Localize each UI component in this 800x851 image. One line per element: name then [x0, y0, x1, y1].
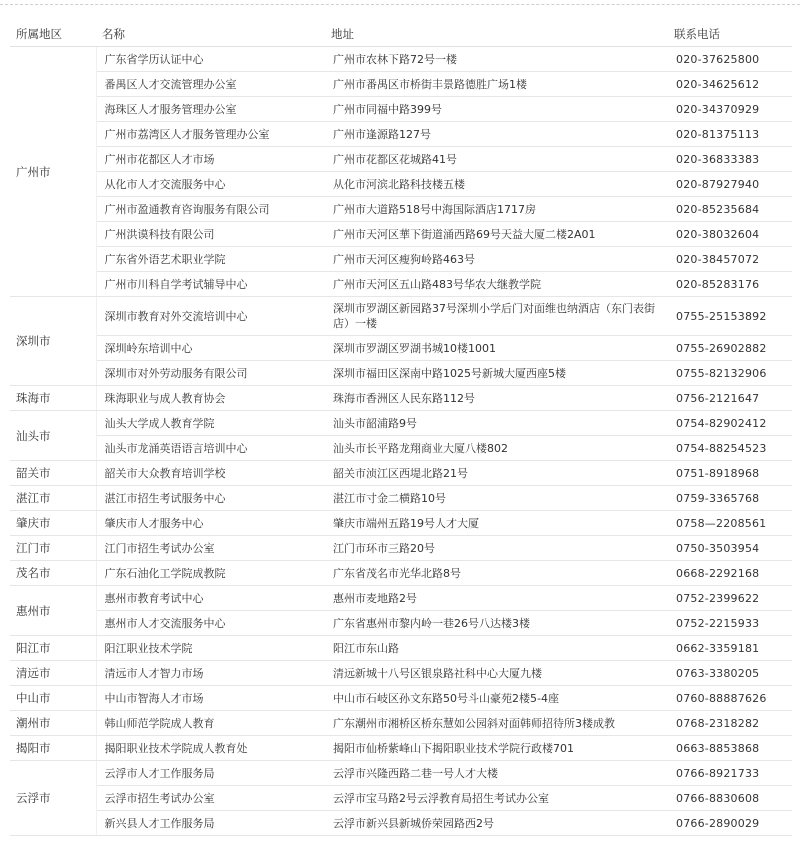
address-cell: 深圳市福田区深南中路1025号新城大厦西座5楼	[325, 361, 668, 386]
header-region: 所属地区	[10, 22, 96, 47]
institution-name-cell: 汕头市龙涌英语语言培训中心	[96, 436, 325, 461]
table-row	[10, 486, 792, 511]
table-row	[10, 611, 792, 636]
region-cell: 惠州市	[10, 586, 96, 636]
region-cell: 珠海市	[10, 386, 96, 411]
phone-cell: 0754-82902412	[668, 411, 792, 436]
phone-cell: 0751-8918968	[668, 461, 792, 486]
institution-name-cell: 韩山师范学院成人教育	[96, 711, 325, 736]
table-row	[10, 147, 792, 172]
phone-cell: 020-34370929	[668, 97, 792, 122]
table-row	[10, 786, 792, 811]
table-row	[10, 686, 792, 711]
institution-name-cell: 深圳岭东培训中心	[96, 336, 325, 361]
header-row	[10, 22, 792, 47]
institution-name-cell: 海珠区人才服务管理办公室	[96, 97, 325, 122]
table-row	[10, 561, 792, 586]
phone-cell: 0763-3380205	[668, 661, 792, 686]
phone-cell: 0766-8830608	[668, 786, 792, 811]
institution-name-cell: 湛江市招生考试服务中心	[96, 486, 325, 511]
region-cell: 清远市	[10, 661, 96, 686]
region-cell: 潮州市	[10, 711, 96, 736]
phone-cell: 020-34625612	[668, 72, 792, 97]
table-row	[10, 272, 792, 297]
institution-name-cell: 番禺区人才交流管理办公室	[96, 72, 325, 97]
institution-name-cell: 广东石油化工学院成教院	[96, 561, 325, 586]
address-cell: 广州市逢源路127号	[325, 122, 668, 147]
table-row	[10, 586, 792, 611]
table-row	[10, 386, 792, 411]
table-row	[10, 461, 792, 486]
table-header	[10, 22, 792, 47]
institution-name-cell: 新兴县人才工作服务局	[96, 811, 325, 836]
header-name: 名称	[96, 22, 325, 47]
address-cell: 深圳市罗湖区罗湖书城10楼1001	[325, 336, 668, 361]
address-cell: 广东省惠州市黎内岭一巷26号八达楼3楼	[325, 611, 668, 636]
address-cell: 广东省茂名市光华北路8号	[325, 561, 668, 586]
address-cell: 广州市大道路518号中海国际酒店1717房	[325, 197, 668, 222]
address-cell: 湛江市寸金二横路10号	[325, 486, 668, 511]
institution-name-cell: 肇庆市人才服务中心	[96, 511, 325, 536]
phone-cell: 0768-2318282	[668, 711, 792, 736]
institution-name-cell: 阳江职业技术学院	[96, 636, 325, 661]
phone-cell: 020-38457072	[668, 247, 792, 272]
table-row	[10, 736, 792, 761]
address-cell: 肇庆市端州五路19号人才大厦	[325, 511, 668, 536]
phone-cell: 020-81375113	[668, 122, 792, 147]
address-cell: 韶关市浈江区西堤北路21号	[325, 461, 668, 486]
region-cell: 湛江市	[10, 486, 96, 511]
address-cell: 清远新城十八号区银泉路社科中心大厦九楼	[325, 661, 668, 686]
table-row	[10, 661, 792, 686]
address-cell: 珠海市香洲区人民东路112号	[325, 386, 668, 411]
table-body	[10, 47, 792, 836]
institution-name-cell: 广州市花都区人才市场	[96, 147, 325, 172]
phone-cell: 0750-3503954	[668, 536, 792, 561]
institution-name-cell: 惠州市人才交流服务中心	[96, 611, 325, 636]
institution-name-cell: 清远市人才智力市场	[96, 661, 325, 686]
institution-name-cell: 中山市智海人才市场	[96, 686, 325, 711]
header-address: 地址	[325, 22, 668, 47]
region-cell: 深圳市	[10, 297, 96, 386]
address-cell: 江门市环市三路20号	[325, 536, 668, 561]
region-cell: 茂名市	[10, 561, 96, 586]
phone-cell: 0758—2208561	[668, 511, 792, 536]
institution-name-cell: 韶关市大众教育培训学校	[96, 461, 325, 486]
phone-cell: 0668-2292168	[668, 561, 792, 586]
table-row	[10, 761, 792, 786]
institution-name-cell: 汕头大学成人教育学院	[96, 411, 325, 436]
region-cell: 揭阳市	[10, 736, 96, 761]
address-cell: 从化市河滨北路科技楼五楼	[325, 172, 668, 197]
institution-name-cell: 广州市川科自学考试辅导中心	[96, 272, 325, 297]
table-row	[10, 361, 792, 386]
phone-cell: 020-85235684	[668, 197, 792, 222]
table-row	[10, 47, 792, 72]
region-cell: 江门市	[10, 536, 96, 561]
region-cell: 阳江市	[10, 636, 96, 661]
address-cell: 广东潮州市湘桥区桥东慧如公园斜对面韩师招待所3楼成教	[325, 711, 668, 736]
table-row	[10, 72, 792, 97]
address-cell: 揭阳市仙桥紫峰山下揭阳职业技术学院行政楼701	[325, 736, 668, 761]
address-cell: 广州市天河区五山路483号华农大继教学院	[325, 272, 668, 297]
address-cell: 惠州市麦地路2号	[325, 586, 668, 611]
table-row	[10, 247, 792, 272]
address-cell: 广州市花都区花城路41号	[325, 147, 668, 172]
phone-cell: 0754-88254523	[668, 436, 792, 461]
institution-name-cell: 云浮市招生考试办公室	[96, 786, 325, 811]
phone-cell: 020-37625800	[668, 47, 792, 72]
address-cell: 广州市同福中路399号	[325, 97, 668, 122]
address-cell: 汕头市长平路龙翔商业大厦八楼802	[325, 436, 668, 461]
institution-name-cell: 从化市人才交流服务中心	[96, 172, 325, 197]
region-cell: 汕头市	[10, 411, 96, 461]
phone-cell: 0752-2215933	[668, 611, 792, 636]
phone-cell: 0759-3365768	[668, 486, 792, 511]
header-phone: 联系电话	[668, 22, 792, 47]
table-row	[10, 172, 792, 197]
address-cell: 中山市石岐区孙文东路50号斗山豪苑2楼5-4座	[325, 686, 668, 711]
phone-cell: 020-38032604	[668, 222, 792, 247]
address-cell: 汕头市韶浦路9号	[325, 411, 668, 436]
institution-name-cell: 云浮市人才工作服务局	[96, 761, 325, 786]
table-row	[10, 711, 792, 736]
region-cell: 肇庆市	[10, 511, 96, 536]
institution-name-cell: 广州洪谟科技有限公司	[96, 222, 325, 247]
region-cell: 广州市	[10, 47, 96, 297]
table-row	[10, 411, 792, 436]
table-row	[10, 536, 792, 561]
institution-name-cell: 广东省外语艺术职业学院	[96, 247, 325, 272]
address-cell: 云浮市宝马路2号云浮教育局招生考试办公室	[325, 786, 668, 811]
table-row	[10, 811, 792, 836]
institution-name-cell: 惠州市教育考试中心	[96, 586, 325, 611]
table-row	[10, 122, 792, 147]
phone-cell: 0662-3359181	[668, 636, 792, 661]
phone-cell: 0752-2399622	[668, 586, 792, 611]
phone-cell: 0755-25153892	[668, 297, 792, 336]
institution-name-cell: 揭阳职业技术学院成人教育处	[96, 736, 325, 761]
phone-cell: 0766-2890029	[668, 811, 792, 836]
phone-cell: 020-85283176	[668, 272, 792, 297]
region-cell: 韶关市	[10, 461, 96, 486]
table-row	[10, 197, 792, 222]
address-cell: 云浮市兴隆西路二巷一号人才大楼	[325, 761, 668, 786]
address-cell: 广州市天河区瘦狗岭路463号	[325, 247, 668, 272]
phone-cell: 0756-2121647	[668, 386, 792, 411]
address-cell: 广州市番禺区市桥街丰景路德胜广场1楼	[325, 72, 668, 97]
institution-name-cell: 广东省学历认证中心	[96, 47, 325, 72]
region-cell: 中山市	[10, 686, 96, 711]
institution-name-cell: 广州市盈通教育咨询服务有限公司	[96, 197, 325, 222]
phone-cell: 020-87927940	[668, 172, 792, 197]
table-row	[10, 436, 792, 461]
phone-cell: 0760-88887626	[668, 686, 792, 711]
table-row	[10, 336, 792, 361]
address-cell: 云浮市新兴县新城侨荣园路西2号	[325, 811, 668, 836]
institution-name-cell: 广州市荔湾区人才服务管理办公室	[96, 122, 325, 147]
institution-name-cell: 深圳市教育对外交流培训中心	[96, 297, 325, 336]
table-row	[10, 297, 792, 336]
phone-cell: 0663-8853868	[668, 736, 792, 761]
table-row	[10, 222, 792, 247]
table-row	[10, 97, 792, 122]
institution-directory-table	[10, 22, 792, 836]
institution-name-cell: 江门市招生考试办公室	[96, 536, 325, 561]
phone-cell: 0755-26902882	[668, 336, 792, 361]
table-row	[10, 511, 792, 536]
address-cell: 深圳市罗湖区新园路37号深圳小学后门对面维也纳酒店（东门表街店）一楼	[325, 297, 668, 336]
address-cell: 阳江市东山路	[325, 636, 668, 661]
address-cell: 广州市天河区華下街道涌西路69号天益大厦二楼2A01	[325, 222, 668, 247]
institution-name-cell: 深圳市对外劳动服务有限公司	[96, 361, 325, 386]
phone-cell: 0766-8921733	[668, 761, 792, 786]
phone-cell: 020-36833383	[668, 147, 792, 172]
table-row	[10, 636, 792, 661]
region-cell: 云浮市	[10, 761, 96, 836]
address-cell: 广州市农林下路72号一楼	[325, 47, 668, 72]
top-divider	[0, 4, 800, 5]
institution-name-cell: 珠海职业与成人教育协会	[96, 386, 325, 411]
phone-cell: 0755-82132906	[668, 361, 792, 386]
